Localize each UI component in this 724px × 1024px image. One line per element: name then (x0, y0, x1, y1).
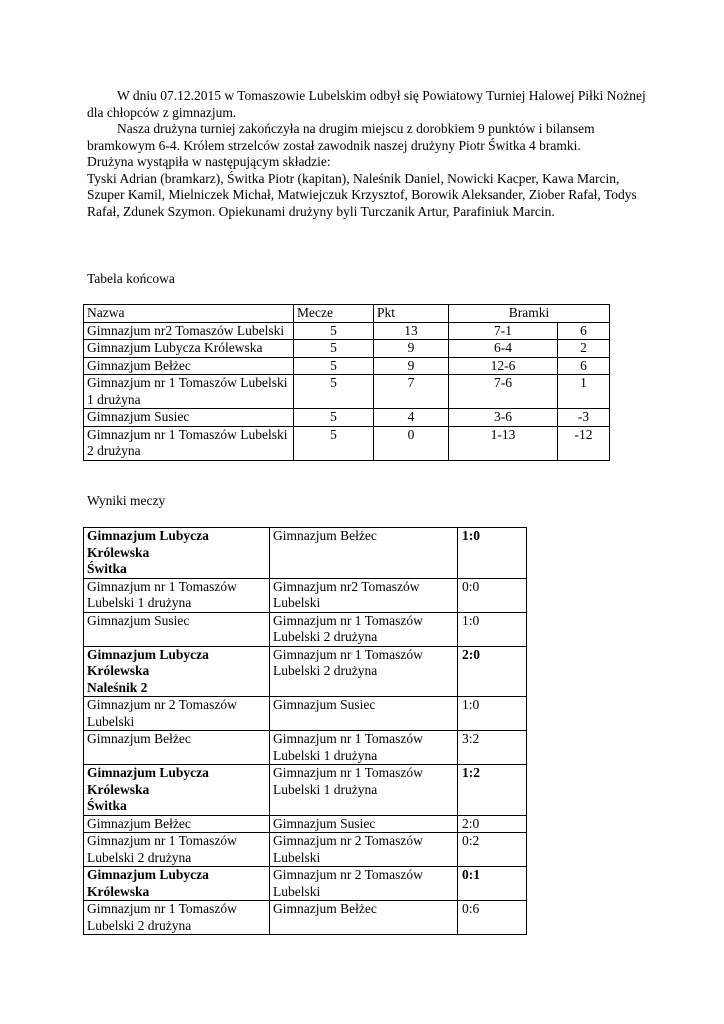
team-name: Gimnazjum Bełżec (84, 357, 294, 375)
home-team-cell (84, 833, 270, 867)
result-row (84, 697, 527, 731)
match-score: 0:2 (458, 833, 527, 867)
result-row (84, 731, 527, 765)
results-table (83, 527, 527, 935)
home-team: Gimnazjum Lubycza Królewska (87, 867, 209, 899)
goal-difference: 6 (558, 322, 610, 340)
away-team: Gimnazjum Bełżec (270, 528, 458, 579)
results-heading: Wyniki meczy (87, 493, 166, 508)
home-team: Gimnazjum Lubycza Królewska (87, 765, 209, 797)
goals: 6-4 (449, 340, 558, 358)
goal-scorer: Świtka (87, 561, 127, 576)
home-team-cell (84, 612, 270, 646)
standings-row (84, 426, 610, 460)
goals: 7-6 (449, 375, 558, 409)
goals: 1-13 (449, 426, 558, 460)
result-row (84, 901, 527, 935)
home-team-cell (84, 578, 270, 612)
match-score: 2:0 (458, 815, 527, 833)
standings-table (83, 304, 610, 461)
home-team-cell (84, 731, 270, 765)
home-team-cell (84, 901, 270, 935)
team-name: Gimnazjum Lubycza Królewska (84, 340, 294, 358)
matches-played: 5 (294, 426, 374, 460)
goal-difference: -3 (558, 409, 610, 427)
header-points: Pkt (374, 305, 449, 323)
away-team: Gimnazjum Bełżec (270, 901, 458, 935)
match-score: 0:0 (458, 578, 527, 612)
points: 13 (374, 322, 449, 340)
goal-difference: 1 (558, 375, 610, 409)
goal-difference: 6 (558, 357, 610, 375)
home-team: Gimnazjum Lubycza Królewska (87, 646, 209, 678)
goal-difference: -12 (558, 426, 610, 460)
away-team: Gimnazjum nr 2 Tomaszów Lubelski (270, 867, 458, 901)
match-score: 3:2 (458, 731, 527, 765)
match-score: 1:2 (458, 765, 527, 816)
standings-row (84, 409, 610, 427)
standings-heading: Tabela końcowa (87, 271, 175, 286)
away-team: Gimnazjum Susiec (270, 815, 458, 833)
matches-played: 5 (294, 340, 374, 358)
points: 0 (374, 426, 449, 460)
intro-paragraph-3: Drużyna wystąpiła w następującym składzie: (87, 154, 331, 169)
away-team: Gimnazjum nr 1 Tomaszów Lubelski 1 drużyna (270, 765, 458, 816)
away-team: Gimnazjum nr 2 Tomaszów Lubelski (270, 833, 458, 867)
away-team: Gimnazjum nr 1 Tomaszów Lubelski 1 drużyna (270, 731, 458, 765)
goals: 3-6 (449, 409, 558, 427)
match-score: 0:6 (458, 901, 527, 935)
standings-row (84, 322, 610, 340)
home-team-cell (84, 528, 270, 579)
home-team: Gimnazjum nr 2 Tomaszów Lubelski (87, 697, 237, 729)
home-team: Gimnazjum Bełżec (87, 731, 191, 746)
home-team-cell (84, 646, 270, 697)
result-row (84, 815, 527, 833)
points: 7 (374, 375, 449, 409)
standings-header-row (84, 305, 610, 323)
home-team: Gimnazjum nr 1 Tomaszów Lubelski 1 drużyna (87, 578, 237, 610)
intro-paragraph-1: W dniu 07.12.2015 w Tomaszowie Lubelskim odbył się Powiatowy Turniej Halowej Piłki Nożnej dla chłopców z gimnazjum. (87, 88, 646, 120)
points: 9 (374, 340, 449, 358)
home-team: Gimnazjum Bełżec (87, 815, 191, 831)
home-team: Gimnazjum nr 1 Tomaszów Lubelski 2 drużyna (87, 833, 237, 865)
goal-scorer: Naleśnik 2 (87, 679, 148, 695)
home-team-cell (84, 867, 270, 901)
matches-played: 5 (294, 375, 374, 409)
team-name: Gimnazjum nr2 Tomaszów Lubelski (84, 322, 294, 340)
goals: 12-6 (449, 357, 558, 375)
result-row (84, 833, 527, 867)
result-row (84, 765, 527, 816)
away-team: Gimnazjum nr2 Tomaszów Lubelski (270, 578, 458, 612)
header-matches: Mecze (294, 305, 374, 323)
away-team: Gimnazjum nr 1 Tomaszów Lubelski 2 drużyna (270, 646, 458, 697)
intro-paragraph-4: Tyski Adrian (bramkarz), Świtka Piotr (kapitan), Naleśnik Daniel, Nowicki Kacper, Kawa Marcin, Szuper Kamil, Mielniczek Michał, Matwiejczuk Krzysztof, Borowik Aleksander, Ziober Rafał, Todys Rafał, Zdunek Szymon. Opiekunami drużyny byli Turczanik Artur, Parafiniuk Marcin. (87, 170, 637, 219)
points: 9 (374, 357, 449, 375)
match-score: 1:0 (458, 612, 527, 646)
result-row (84, 646, 527, 697)
team-name: Gimnazjum Susiec (84, 409, 294, 427)
match-score: 0:1 (458, 867, 527, 901)
intro-paragraph-2: Nasza drużyna turniej zakończyła na drugim miejscu z dorobkiem 9 punktów i bilansem bramkowym 6-4. Królem strzelców został zawodnik naszej drużyny Piotr Świtka 4 bramki. (87, 121, 595, 153)
home-team: Gimnazjum Lubycza Królewska (87, 528, 209, 560)
home-team: Gimnazjum nr 1 Tomaszów Lubelski 2 drużyna (87, 901, 237, 933)
match-score: 1:0 (458, 697, 527, 731)
match-score: 1:0 (458, 528, 527, 579)
team-name: Gimnazjum nr 1 Tomaszów Lubelski 1 drużyna (84, 375, 294, 409)
header-goals: Bramki (449, 305, 610, 323)
matches-played: 5 (294, 409, 374, 427)
matches-played: 5 (294, 322, 374, 340)
match-score: 2:0 (458, 646, 527, 697)
result-row (84, 867, 527, 901)
standings-row (84, 357, 610, 375)
goal-difference: 2 (558, 340, 610, 358)
result-row (84, 578, 527, 612)
home-team-cell (84, 765, 270, 816)
matches-played: 5 (294, 357, 374, 375)
away-team: Gimnazjum Susiec (270, 697, 458, 731)
away-team: Gimnazjum nr 1 Tomaszów Lubelski 2 drużyna (270, 612, 458, 646)
points: 4 (374, 409, 449, 427)
intro-text (87, 88, 647, 220)
standings-row (84, 375, 610, 409)
home-team: Gimnazjum Susiec (87, 612, 190, 628)
header-name: Nazwa (84, 305, 294, 323)
standings-row (84, 340, 610, 358)
result-row (84, 528, 527, 579)
team-name: Gimnazjum nr 1 Tomaszów Lubelski 2 drużyna (84, 426, 294, 460)
home-team-cell (84, 697, 270, 731)
goals: 7-1 (449, 322, 558, 340)
home-team-cell (84, 815, 270, 833)
goal-scorer: Świtka (87, 798, 127, 813)
result-row (84, 612, 527, 646)
